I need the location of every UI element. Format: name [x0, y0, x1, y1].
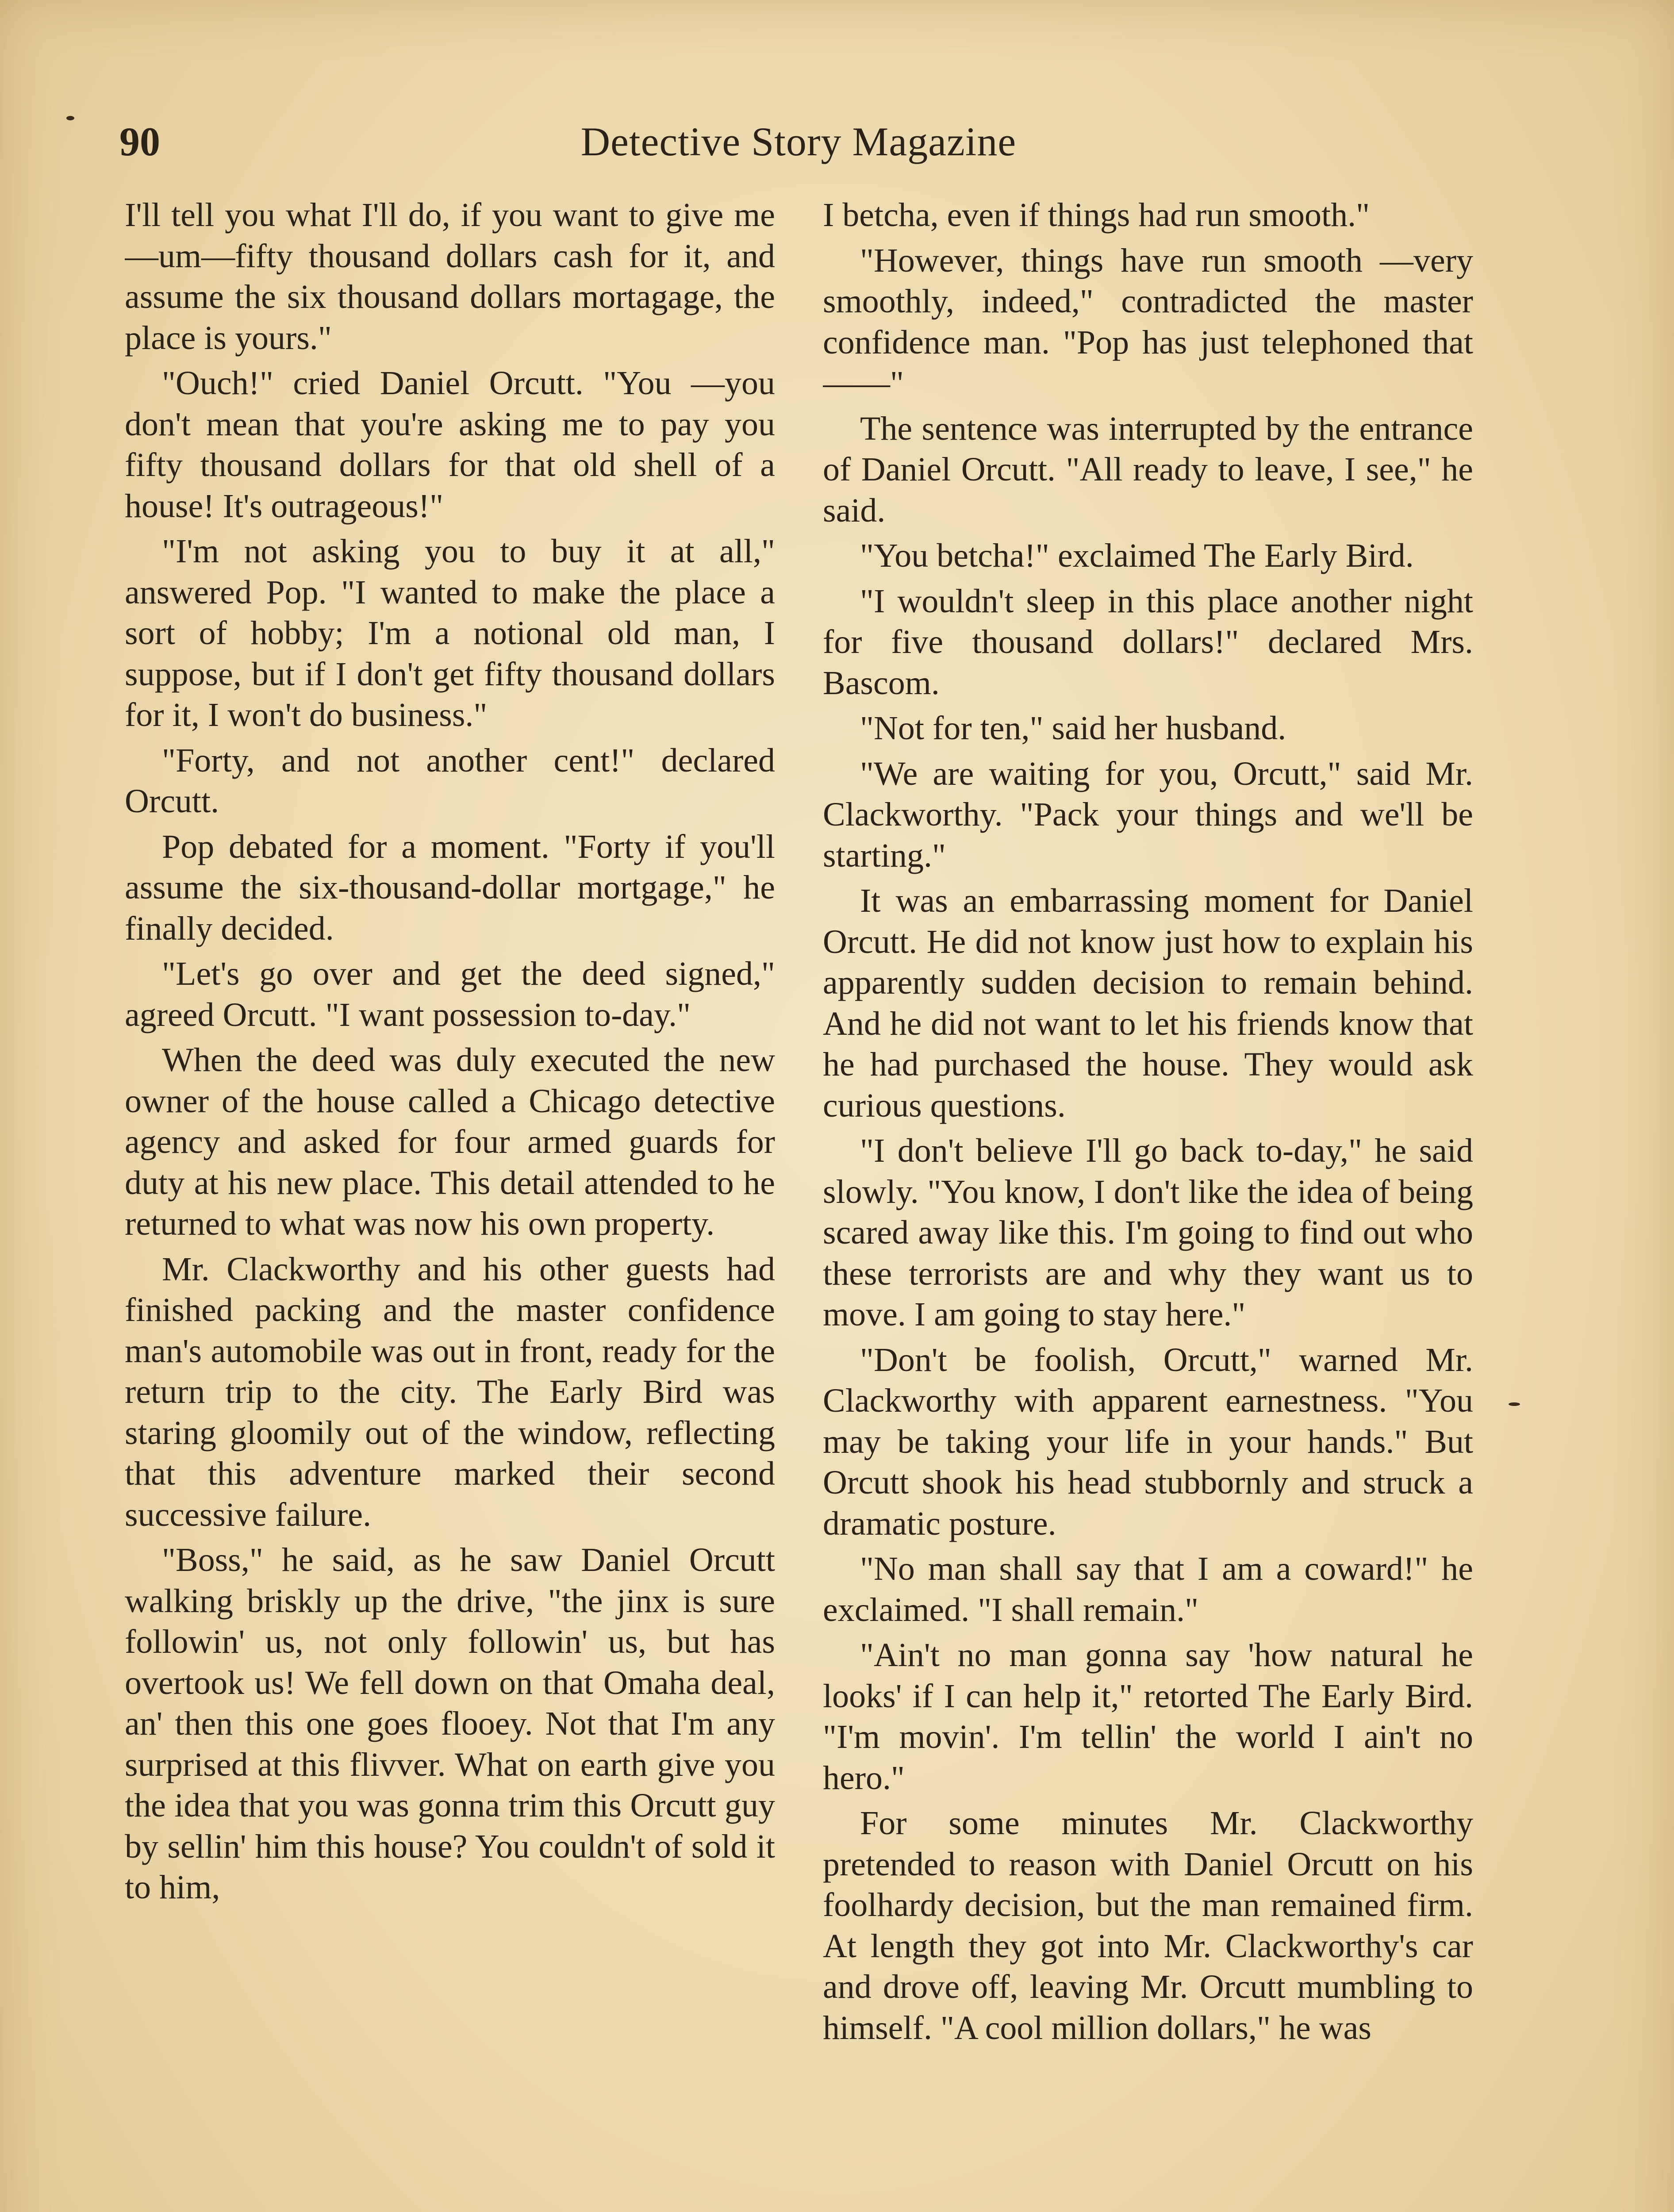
paragraph: For some minutes Mr. Clackworthy pretended to reason with Daniel Orcutt on his foolhardy decision, but the man remained firm. At length they got into Mr. Clackworthy's car and drove off, leaving Mr. Orcutt mumbling to himself. "A cool million dollars," he was	[823, 1805, 1473, 2047]
left-column	[125, 195, 775, 2212]
paragraph: "I don't believe I'll go back to-day," he said slowly. "You know, I don't like the idea of being scared away like this. I'm going to find out who these terrorists are and why they want us to move. I am going to stay here."	[823, 1132, 1473, 1333]
paragraph: "Forty, and not another cent!" declared Orcutt.	[125, 741, 775, 820]
paragraph: "Boss," he said, as he saw Daniel Orcutt walking briskly up the drive, "the jinx is sure followin' us, not only followin' us, but has overtook us! We fell down on that Omaha deal, an' then this one goes flooey. Not that I'm any surprised at this flivver. What on earth give you the idea that you was gonna trim this Orcutt guy by sellin' him this house? You couldn't of sold it to him,	[125, 1541, 775, 1906]
paragraph: "I'm not asking you to buy it at all," answered Pop. "I wanted to make the place a sort of hobby; I'm a notional old man, I suppose, but if I don't get fifty thousand dollars for it, I won't do business."	[125, 533, 775, 733]
paragraph: The sentence was interrupted by the entrance of Daniel Orcutt. "All ready to leave, I see," he said.	[823, 410, 1473, 529]
ink-speck	[1509, 1402, 1520, 1406]
page-header	[119, 111, 1478, 173]
paragraph: Pop debated for a moment. "Forty if you'll assume the six-thousand-dollar mortgage," he finally decided.	[125, 828, 775, 947]
paragraph: I'll tell you what I'll do, if you want to give me—um—fifty thousand dollars cash for it, and assume the six thousand dollars mortagage, the place is yours."	[125, 196, 775, 357]
paragraph: It was an embarrassing moment for Daniel Orcutt. He did not know just how to explain his apparently sudden decision to remain behind. And he did not want to let his friends know that he had purchased the house. They would ask curious questions.	[823, 882, 1473, 1124]
paragraph: "I wouldn't sleep in this place another night for five thousand dollars!" declared Mrs. Bascom.	[823, 582, 1473, 702]
paragraph: "Ain't no man gonna say 'how natural he looks' if I can help it," retorted The Early Bird. "I'm movin'. I'm tellin' the world I ain't no hero."	[823, 1636, 1473, 1797]
paragraph: "We are waiting for you, Orcutt," said Mr. Clackworthy. "Pack your things and we'll be starting."	[823, 755, 1473, 874]
running-title: Detective Story Magazine	[580, 119, 1017, 164]
paragraph: "Don't be foolish, Orcutt," warned Mr. Clackworthy with apparent earnestness. "You may be taking your life in your hands." But Orcutt shook his head stubbornly and struck a dramatic posture.	[823, 1341, 1473, 1542]
paragraph: Mr. Clackworthy and his other guests had finished packing and the master confidence man's automobile was out in front, ready for the return trip to the city. The Early Bird was staring gloomily out of the window, reflecting that this adventure marked their second successive failure.	[125, 1250, 775, 1533]
paragraph: "Let's go over and get the deed signed," agreed Orcutt. "I want possession to-day."	[125, 955, 775, 1033]
ink-speck	[66, 116, 74, 120]
paragraph: "Ouch!" cried Daniel Orcutt. "You —you don't mean that you're asking me to pay you fifty thousand dollars for that old shell of a house! It's outrageous!"	[125, 365, 775, 525]
paragraph: "No man shall say that I am a coward!" he exclaimed. "I shall remain."	[823, 1550, 1473, 1628]
paragraph: "You betcha!" exclaimed The Early Bird.	[860, 537, 1414, 574]
right-column	[823, 195, 1473, 2212]
page-number: 90	[119, 119, 160, 164]
paragraph: I betcha, even if things had run smooth."	[823, 196, 1370, 234]
paragraph: "Not for ten," said her husband.	[860, 710, 1286, 747]
paragraph: When the deed was duly executed the new owner of the house called a Chicago detective agency and asked for four armed guards for duty at his new place. This detail attended to he returned to what was now his own property.	[125, 1041, 775, 1242]
paragraph: "However, things have run smooth —very smoothly, indeed," contradicted the master confidence man. "Pop has just telephoned that——"	[823, 242, 1473, 402]
